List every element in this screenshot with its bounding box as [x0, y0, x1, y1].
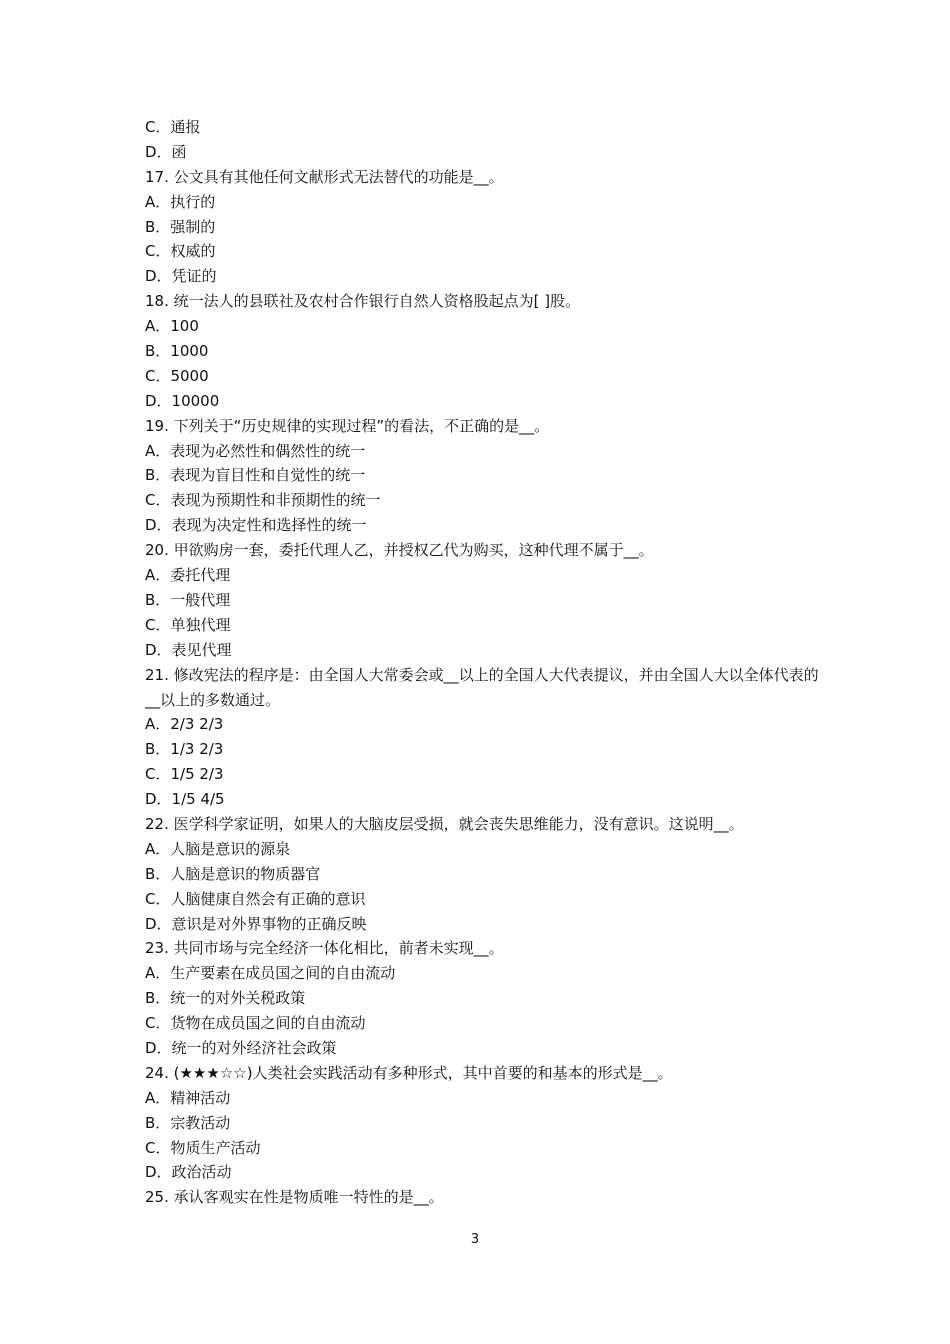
q21-option-d: D．1/5 4/5 — [145, 790, 225, 809]
q22-option-c: C．人脑健康自然会有正确的意识 — [145, 889, 366, 908]
q17-option-d: D．凭证的 — [145, 267, 217, 286]
question-21: 21. 修改宪法的程序是：由全国人大常委会或__以上的全国人大代表提议，并由全国人大以全体代表的__以上的多数通过。 — [145, 665, 819, 709]
q23-option-c: C．货物在成员国之间的自由流动 — [145, 1014, 366, 1033]
q24-option-d: D．政治活动 — [145, 1163, 232, 1182]
q21-option-a: A．2/3 2/3 — [145, 715, 224, 734]
q21-option-c: C．1/5 2/3 — [145, 765, 224, 784]
question-19: 19. 下列关于“历史规律的实现过程”的看法，不正确的是__。 — [145, 416, 550, 435]
question-24: 24. (★★★☆☆)人类社会实践活动有多种形式，其中首要的和基本的形式是__。 — [145, 1063, 673, 1082]
option-c-17prev: C．通报 — [145, 118, 201, 136]
question-22: 22. 医学科学家证明，如果人的大脑皮层受损，就会丧失思维能力，没有意识。这说明__。 — [145, 814, 744, 833]
q18-option-a: A．100 — [145, 317, 199, 336]
q22-option-b: B．人脑是意识的物质器官 — [145, 864, 321, 883]
q18-option-b: B．1000 — [145, 342, 209, 361]
q19-option-d: D．表现为决定性和选择性的统一 — [145, 516, 367, 535]
q24-option-b: B．宗教活动 — [145, 1113, 231, 1132]
q22-option-d: D．意识是对外界事物的正确反映 — [145, 914, 367, 933]
option-d-17prev: D．函 — [145, 142, 187, 161]
q19-option-c: C．表现为预期性和非预期性的统一 — [145, 491, 381, 510]
question-25: 25. 承认客观实在性是物质唯一特性的是__。 — [145, 1188, 444, 1207]
q19-option-b: B．表现为盲目性和自觉性的统一 — [145, 466, 366, 485]
q20-option-c: C．单独代理 — [145, 615, 231, 634]
q23-option-b: B．统一的对外关税政策 — [145, 989, 306, 1008]
question-17: 17. 公文具有其他任何文献形式无法替代的功能是__。 — [145, 167, 504, 186]
page-number: 3 — [470, 1232, 480, 1247]
question-20: 20. 甲欲购房一套，委托代理人乙，并授权乙代为购买，这种代理不属于__。 — [145, 541, 654, 560]
q20-option-a: A．委托代理 — [145, 566, 231, 585]
q19-option-a: A．表现为必然性和偶然性的统一 — [145, 441, 366, 460]
q18-option-c: C．5000 — [145, 366, 209, 385]
q23-option-d: D．统一的对外经济社会政策 — [145, 1038, 337, 1057]
q18-option-d: D．10000 — [145, 391, 220, 410]
q17-option-a: A．执行的 — [145, 192, 216, 211]
q20-option-d: D．表见代理 — [145, 640, 232, 659]
q22-option-a: A．人脑是意识的源泉 — [145, 839, 291, 858]
q24-option-c: C．物质生产活动 — [145, 1138, 261, 1157]
q17-option-b: B．强制的 — [145, 217, 216, 236]
q21-option-b: B．1/3 2/3 — [145, 740, 224, 759]
q17-option-c: C．权威的 — [145, 242, 216, 261]
q20-option-b: B．一般代理 — [145, 590, 231, 609]
question-23: 23. 共同市场与完全经济一体化相比，前者未实现__。 — [145, 939, 504, 958]
q24-option-a: A．精神活动 — [145, 1088, 231, 1107]
document-body — [145, 115, 825, 1210]
q23-option-a: A．生产要素在成员国之间的自由流动 — [145, 964, 396, 983]
question-18: 18. 统一法人的县联社及农村合作银行自然人资格股起点为[ ]股。 — [145, 292, 581, 311]
